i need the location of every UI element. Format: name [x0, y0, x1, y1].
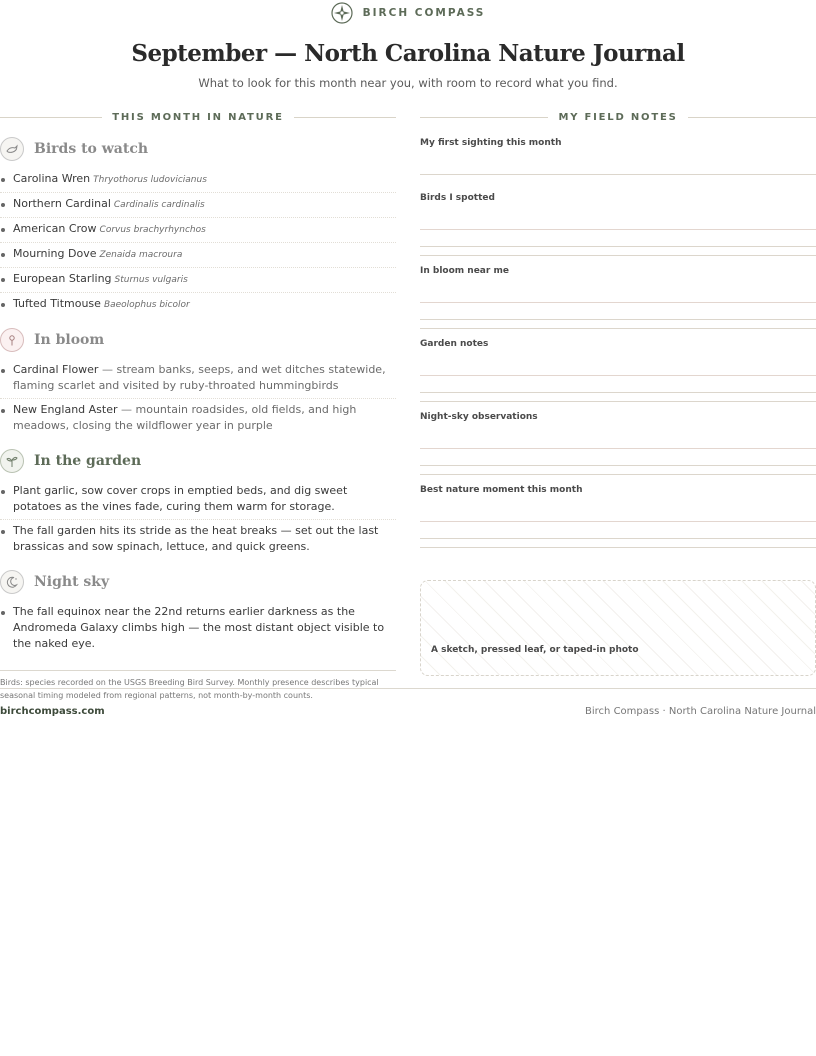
bird-name: European Starling — [13, 272, 112, 285]
writing-line[interactable] — [420, 547, 816, 548]
field-best-moment[interactable] — [420, 485, 816, 548]
bird-name: Tufted Titmouse — [13, 297, 101, 310]
field-notes-heading — [420, 108, 816, 126]
list-item: The fall equinox near the 22nd returns earlier darkness as the Andromeda Galaxy climbs high — the most distant object visible to the naked eye. — [0, 601, 396, 656]
page-title: September — North Carolina Nature Journal — [131, 40, 685, 67]
plant-name: New England Aster — [13, 403, 118, 416]
list-item: The fall garden hits its stride as the heat breaks — set out the last brassicas and sow spinach, lettuce, and quick greens. — [0, 520, 396, 559]
field-first-sighting[interactable] — [420, 138, 816, 175]
heading-rule — [0, 117, 102, 118]
field-label: Night-sky observations — [420, 412, 538, 422]
field-notes-heading-label: MY FIELD NOTES — [558, 111, 678, 123]
bird-name: Mourning Dove — [13, 247, 97, 260]
list-item: Plant garlic, sow cover crops in emptied beds, and dig sweet potatoes as the vines fade, curing them warm for storage. — [0, 480, 396, 520]
list-item — [0, 359, 396, 399]
writing-line[interactable] — [420, 448, 816, 449]
list-item — [0, 193, 396, 218]
plant-description: stream banks, seeps, and wet ditches statewide, flaming scarlet and visited by ruby-throated hummingbirds — [13, 363, 386, 392]
list-item — [0, 218, 396, 243]
writing-line[interactable] — [420, 375, 816, 376]
writing-line[interactable] — [420, 255, 816, 256]
sprout-icon — [0, 449, 24, 473]
plant-description: mountain roadsides, old fields, and high meadows, closing the wildflower year in purple — [13, 403, 357, 432]
list-item — [0, 268, 396, 293]
bird-icon — [0, 137, 24, 161]
field-label: Best nature moment this month — [420, 485, 583, 495]
writing-line[interactable] — [420, 392, 816, 393]
nature-heading — [0, 108, 396, 126]
sketch-label: A sketch, pressed leaf, or taped-in photo — [431, 645, 639, 655]
separator: — — [98, 363, 117, 376]
separator: — — [117, 403, 136, 416]
heading-rule — [420, 117, 548, 118]
scientific-name: Thryothorus ludovicianus — [93, 175, 207, 185]
footer-website[interactable]: birchcompass.com — [0, 706, 105, 717]
bird-name: Carolina Wren — [13, 172, 91, 185]
birds-title: Birds to watch — [34, 141, 149, 157]
list-item — [0, 243, 396, 268]
nature-heading-label: THIS MONTH IN NATURE — [112, 111, 284, 123]
brand-header — [0, 2, 816, 24]
nature-column — [0, 108, 396, 702]
writing-line[interactable] — [420, 465, 816, 466]
writing-line[interactable] — [420, 401, 816, 402]
night-list — [0, 601, 396, 656]
garden-category — [0, 448, 396, 474]
writing-line[interactable] — [420, 521, 816, 522]
field-label: My first sighting this month — [420, 138, 562, 148]
writing-line[interactable] — [420, 474, 816, 475]
list-item — [0, 293, 396, 317]
scientific-name: Sturnus vulgaris — [114, 275, 188, 285]
field-label: Garden notes — [420, 339, 489, 349]
writing-line[interactable] — [420, 302, 816, 303]
sketch-box[interactable] — [420, 580, 816, 676]
flower-icon — [0, 328, 24, 352]
field-notes-column — [420, 108, 816, 655]
bird-name: Northern Cardinal — [13, 197, 111, 210]
writing-line[interactable] — [420, 538, 816, 539]
garden-title: In the garden — [34, 453, 142, 469]
night-title: Night sky — [34, 574, 110, 590]
scientific-name: Corvus brachyrhynchos — [99, 225, 206, 235]
scientific-name: Cardinalis cardinalis — [113, 200, 205, 210]
plant-name: Cardinal Flower — [13, 363, 99, 376]
page-subtitle: What to look for this month near you, with room to record what you find. — [198, 76, 618, 90]
scientific-name: Zenaida macroura — [99, 250, 183, 260]
writing-line[interactable] — [420, 229, 816, 230]
bird-name: American Crow — [13, 222, 97, 235]
field-in-bloom[interactable] — [420, 266, 816, 329]
writing-line[interactable] — [420, 174, 816, 175]
writing-line[interactable] — [420, 328, 816, 329]
footer-credit: Birch Compass · North Carolina Nature Journal — [585, 706, 816, 717]
field-garden-notes[interactable] — [420, 339, 816, 402]
field-label: Birds I spotted — [420, 193, 495, 203]
moon-icon — [0, 570, 24, 594]
brand-name: BIRCH COMPASS — [362, 7, 486, 19]
birds-list — [0, 168, 396, 317]
writing-line[interactable] — [420, 246, 816, 247]
bloom-category — [0, 327, 396, 353]
list-item — [0, 399, 396, 438]
heading-rule — [294, 117, 396, 118]
field-night-sky[interactable] — [420, 412, 816, 475]
bloom-title: In bloom — [34, 332, 105, 348]
list-item — [0, 168, 396, 193]
garden-list — [0, 480, 396, 559]
birds-category — [0, 136, 396, 162]
writing-line[interactable] — [420, 319, 816, 320]
footnote: Birds: species recorded on the USGS Breeding Bird Survey. Monthly presence describes typical seasonal timing modeled from regional patterns, not month-by-month counts. — [0, 670, 396, 702]
field-birds-spotted[interactable] — [420, 193, 816, 256]
compass-icon — [331, 2, 353, 24]
field-label: In bloom near me — [420, 266, 509, 276]
bloom-list — [0, 359, 396, 438]
scientific-name: Baeolophus bicolor — [103, 300, 190, 310]
heading-rule — [688, 117, 816, 118]
night-category — [0, 569, 396, 595]
